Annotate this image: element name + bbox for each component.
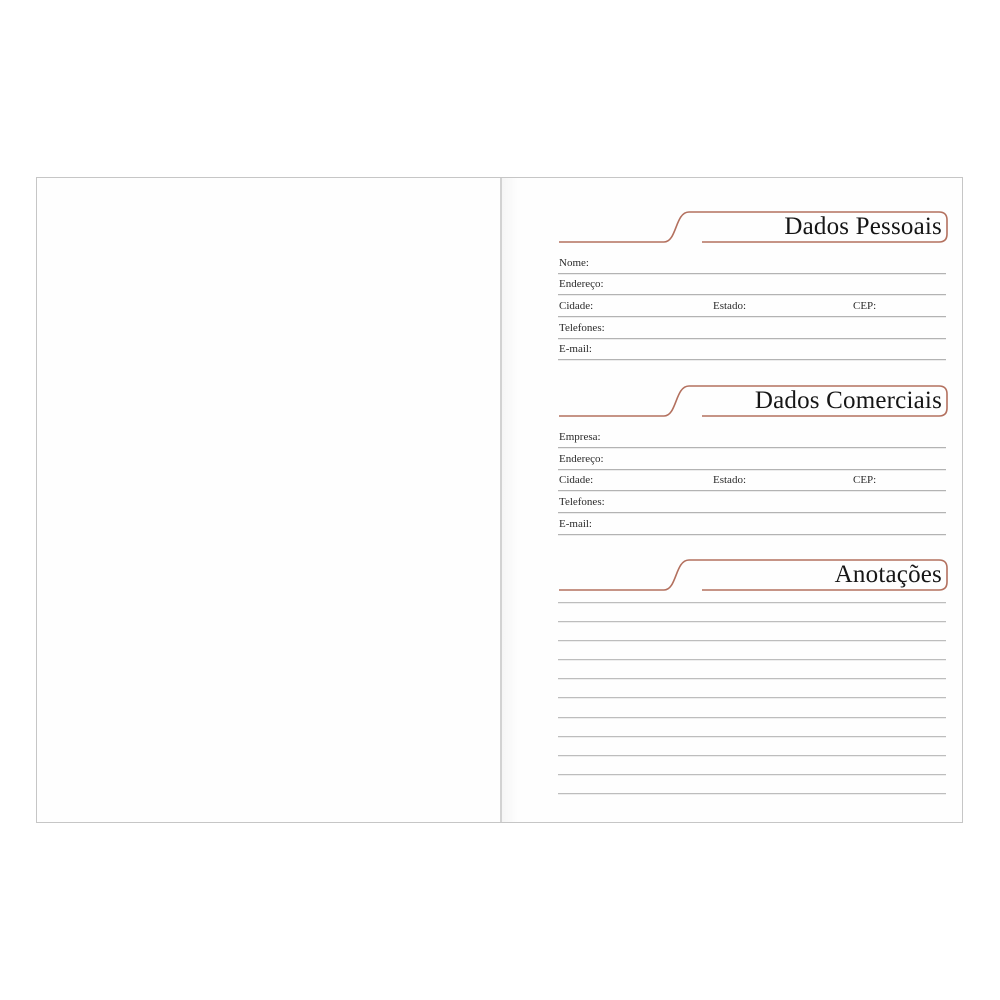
zip-label: CEP:: [853, 300, 877, 312]
spine-shadow: [502, 178, 518, 822]
zip-label: CEP:: [853, 474, 877, 486]
ruled-line: [558, 602, 946, 603]
section-title-commercial: Dados Comerciais: [754, 387, 942, 414]
city-label: Cidade:: [559, 474, 594, 486]
phones-label: Telefones:: [559, 496, 605, 508]
ruled-line: [558, 659, 946, 660]
city-label: Cidade:: [559, 300, 594, 312]
notes-ruled-area: [558, 178, 946, 822]
company-label: Empresa:: [559, 431, 601, 443]
phones-label: Telefones:: [559, 321, 605, 334]
ruled-line: [558, 621, 946, 622]
left-page-blank: [37, 178, 500, 822]
email-label: E-mail:: [559, 518, 592, 530]
ruled-line: [558, 793, 946, 794]
address-label: Endereço:: [559, 278, 604, 290]
notebook-open-spread: [36, 177, 963, 823]
address-label: Endereço:: [559, 452, 604, 465]
section-title-personal: Dados Pessoais: [784, 213, 942, 240]
ruled-line: [558, 755, 946, 756]
ruled-line: [558, 640, 946, 641]
ruled-line: [558, 678, 946, 679]
ruled-line: [558, 717, 946, 718]
email-label: E-mail:: [559, 343, 592, 355]
state-label: Estado:: [713, 474, 746, 486]
state-label: Estado:: [713, 300, 746, 312]
ruled-line: [558, 736, 946, 737]
ruled-line: [558, 774, 946, 775]
ruled-line: [558, 697, 946, 698]
name-label: Nome:: [559, 257, 589, 269]
section-title-notes: Anotações: [834, 560, 942, 588]
